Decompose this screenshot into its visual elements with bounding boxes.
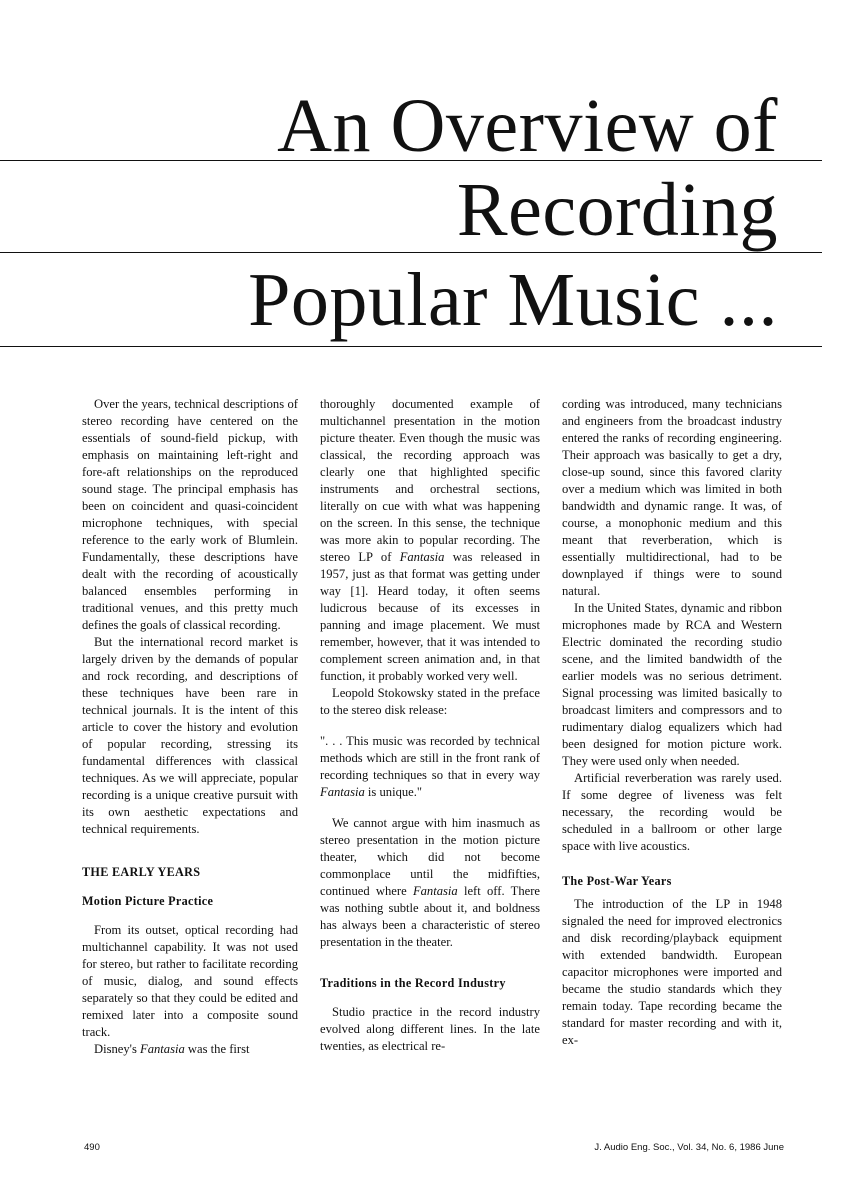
col2-paragraph-3: We cannot argue with him inasmuch as stereo presentation in the motion picture theater, which did not become commonplace until the midfifties, continued where Fantasia left off. There was nothing subtle about it, and boldness has always been a characteristic of stereo presentation in the theater.: [320, 816, 540, 949]
col1-paragraph-4: Disney's Fantasia was the first: [94, 1042, 250, 1056]
col1-paragraph-1: Over the years, technical descriptions of stereo recording have centered on the essentials of sound-field pickup, with emphasis on maintaining left-right and fore-aft relationships on the reproduced sound stage. The principal emphasis has been on coincident and quasi-coincident microphone techniques, with special reference to the early work of Blumlein. Fundamentally, these descriptions have dealt with the recording of acoustically balanced ensembles performing in traditional venues, and this pretty much defines the goals of classical recording.: [82, 397, 298, 632]
journal-citation: J. Audio Eng. Soc., Vol. 34, No. 6, 1986 June: [594, 1142, 784, 1153]
title-rule-3: [0, 346, 822, 347]
col3-paragraph-1: cording was introduced, many technicians and engineers from the broadcast industry entered the ranks of recording engineering. Their approach was basically to get a dry, close-up sound, since this favored clarity over a medium which was limited in both bandwidth and dynamic range. It was, of course, a monophonic medium and this meant that reverberation, which is essentially multidirectional, had to be downplayed if things were to sound natural.: [562, 397, 782, 598]
col3-paragraph-2: In the United States, dynamic and ribbon microphones made by RCA and Western Electric dominated the recording studio scene, and the limited bandwidth of the earlier models was no serious detriment. Signal processing was limited basically to broadcast limiters and compressors and to rudimentary dialog equalizers which had been designed for motion picture work. They were used only when needed.: [562, 601, 782, 768]
subsection-heading-record-industry: Traditions in the Record Industry: [320, 976, 506, 990]
page-number: 490: [84, 1142, 100, 1153]
section-heading-early-years: THE EARLY YEARS: [82, 865, 201, 879]
col2-paragraph-4: Studio practice in the record industry evolved along different lines. In the late twenties, as electrical re-: [320, 1005, 540, 1053]
column-3: [562, 396, 782, 1049]
col3-paragraph-4: The introduction of the LP in 1948 signaled the need for improved electronics and disk recording/playback equipment with extended bandwidth. European capacitor microphones were imported and became the studio standards which they remain today. Tape recording became the standard for master recording and with it, ex-: [562, 897, 782, 1047]
col2-quotation: ". . . This music was recorded by technical methods which are still in the front rank of recording techniques so that in every way Fantasia is unique.": [320, 734, 540, 799]
col2-paragraph-2: Leopold Stokowsky stated in the preface to the stereo disk release:: [320, 686, 540, 717]
subsection-heading-post-war: The Post-War Years: [562, 874, 672, 888]
title-rule-2: [0, 252, 822, 253]
column-2: [320, 396, 540, 1055]
subsection-heading-motion-picture: Motion Picture Practice: [82, 894, 214, 908]
title-rule-1: [0, 160, 822, 161]
title-line-2: Recording: [456, 168, 778, 252]
col3-paragraph-3: Artificial reverberation was rarely used. If some degree of liveness was felt necessary, the recording would be scheduled in a ballroom or other large space with live acoustics.: [562, 771, 782, 853]
title-line-1: An Overview of: [277, 84, 778, 168]
column-1: [82, 396, 298, 1058]
col1-paragraph-3: From its outset, optical recording had multichannel capability. It was not used for stereo, but rather to facilitate recording of music, dialog, and sound effects separately so that they could be edited and remixed later into a composite sound track.: [82, 923, 298, 1039]
title-line-3: Popular Music ...: [248, 258, 778, 342]
col1-paragraph-2: But the international record market is largely driven by the demands of popular and rock recording, and descriptions of these techniques have been rare in technical journals. It is the intent of this article to cover the history and evolution of popular recording, stressing its fundamental differences with classical techniques. As we will appreciate, popular recording is a unique creative pursuit with its own aesthetic expectations and technical requirements.: [82, 635, 298, 836]
col2-paragraph-1: thoroughly documented example of multichannel presentation in the motion picture theater. Even though the music was classical, the recording approach was clearly one that highlighted specific instruments and orchestral sections, literally on cue with what was happening on the screen. In this sense, the technique was more akin to popular recording. The stereo LP of Fantasia was released in 1957, just as that format was getting under way [1]. Heard today, it often seems ludicrous because of its excesses in panning and image placement. We must remember, however, that it was intended to complement screen animation and, in that function, it probably worked very well.: [320, 397, 540, 683]
